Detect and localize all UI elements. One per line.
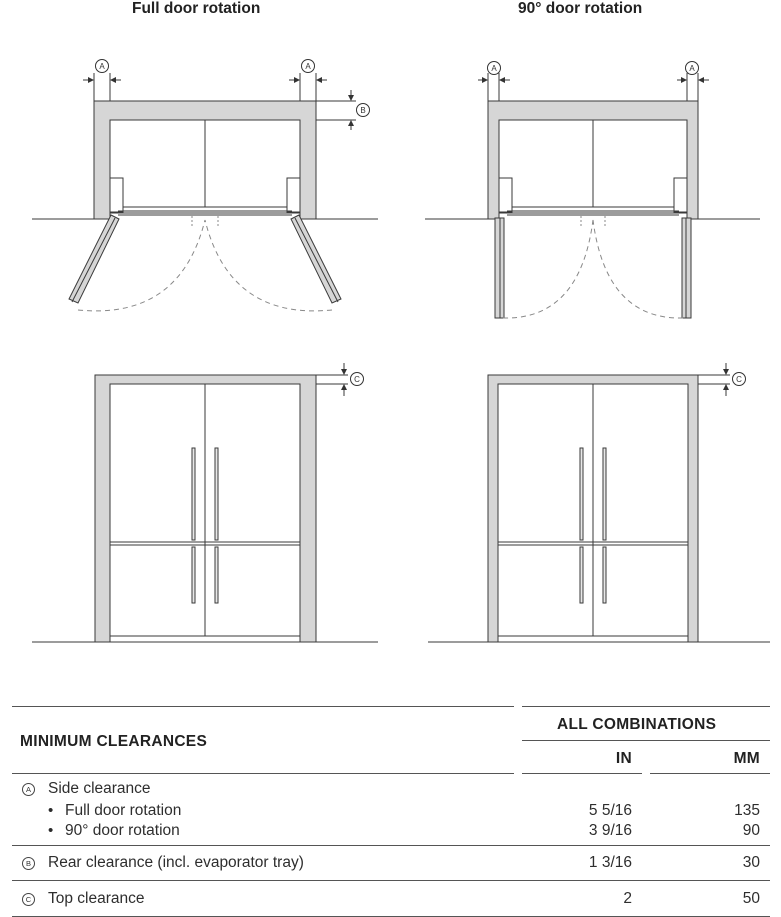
handle	[580, 448, 583, 540]
marker-a-label: A	[491, 64, 497, 73]
handle	[603, 547, 606, 603]
row-label-rear-clearance: Rear clearance (incl. evaporator tray)	[48, 854, 304, 871]
marker-c-label: C	[736, 375, 742, 384]
value-mm: 135	[734, 802, 760, 819]
value-mm: 90	[742, 822, 760, 839]
marker-a-label: A	[99, 62, 105, 71]
marker-b-label: B	[360, 106, 366, 115]
handle	[215, 448, 218, 540]
title-90-door-rotation: 90° door rotation	[518, 0, 643, 17]
row-label-top-clearance: Top clearance	[48, 890, 145, 907]
rule	[522, 740, 770, 741]
rule	[12, 773, 514, 774]
right-swing-arc	[205, 220, 332, 311]
table-heading: MINIMUM CLEARANCES	[20, 733, 208, 750]
marker-a-label: A	[689, 64, 695, 73]
left-swing-arc	[78, 220, 205, 311]
clearance-table	[12, 706, 770, 917]
value-in: 5 5/16	[588, 802, 632, 819]
marker-c-label: C	[354, 375, 360, 384]
column-header-in: IN	[615, 750, 632, 767]
marker-a-label: A	[305, 62, 311, 71]
row-label-side-clearance: Side clearance	[48, 780, 151, 797]
handle	[580, 547, 583, 603]
handle	[192, 448, 195, 540]
value-mm: 50	[742, 890, 760, 907]
rule	[522, 773, 642, 774]
marker-a: A	[22, 783, 35, 796]
handle	[192, 547, 195, 603]
rule	[12, 706, 514, 707]
plan-view-full-rotation	[32, 73, 378, 311]
bullet: •	[48, 802, 54, 819]
handle	[215, 547, 218, 603]
rule	[12, 880, 770, 881]
value-in: 1 3/16	[588, 854, 632, 871]
handle	[603, 448, 606, 540]
row-label-90-door-rotation: 90° door rotation	[65, 822, 180, 839]
title-full-door-rotation: Full door rotation	[132, 0, 261, 17]
value-in: 2	[623, 890, 632, 907]
marker-b: B	[22, 857, 35, 870]
column-header-mm: MM	[733, 750, 760, 767]
plan-view-90-rotation	[425, 73, 760, 318]
row-label-full-door-rotation: Full door rotation	[65, 802, 182, 819]
rule	[12, 845, 770, 846]
rule	[522, 706, 770, 707]
value-in: 3 9/16	[588, 822, 632, 839]
bullet: •	[48, 822, 54, 839]
front-view-90-rotation	[428, 363, 770, 642]
value-mm: 30	[742, 854, 760, 871]
marker-c: C	[22, 893, 35, 906]
front-view-full-rotation	[32, 363, 378, 642]
group-header: ALL COMBINATIONS	[557, 716, 717, 733]
rule	[650, 773, 770, 774]
